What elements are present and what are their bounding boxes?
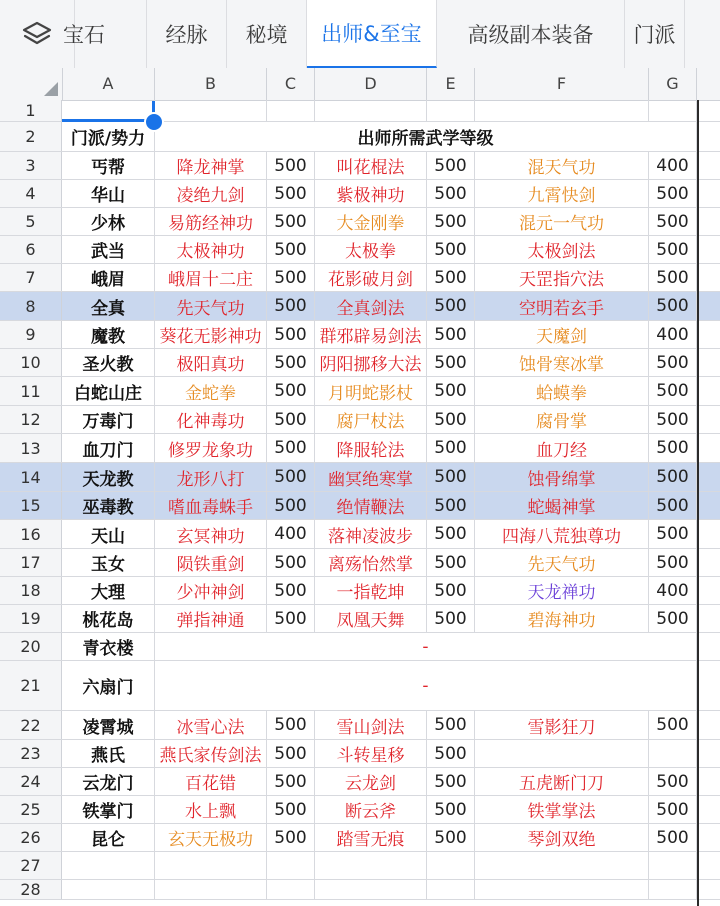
skill-cell[interactable]: 蚀骨绵掌	[475, 463, 649, 491]
selection-outline	[62, 119, 154, 122]
level-cell[interactable]	[649, 740, 697, 767]
table-row	[0, 463, 720, 492]
skill-cell[interactable]: 混元一气功	[475, 208, 649, 235]
level-cell[interactable]: 500	[427, 605, 475, 632]
level-cell[interactable]: 500	[649, 549, 697, 576]
level-cell[interactable]: 500	[267, 152, 315, 179]
empty-cell[interactable]	[475, 852, 649, 879]
level-cell[interactable]: 500	[649, 796, 697, 823]
skill-cell[interactable]: 琴剑双绝	[475, 824, 649, 851]
level-cell[interactable]: 500	[427, 236, 475, 263]
level-cell[interactable]: 500	[427, 549, 475, 576]
empty-cell[interactable]	[62, 852, 155, 879]
level-cell[interactable]: 400	[649, 321, 697, 348]
skill-cell[interactable]: 全真剑法	[315, 292, 427, 320]
level-cell[interactable]: 500	[649, 406, 697, 433]
table-row	[0, 520, 720, 549]
level-cell[interactable]: 500	[427, 180, 475, 207]
faction-cell[interactable]: 燕氏	[62, 740, 155, 767]
skill-cell[interactable]: 百花错	[155, 768, 267, 795]
row-number[interactable]: 6	[0, 236, 62, 263]
row-number[interactable]: 8	[0, 292, 62, 320]
row-number[interactable]: 26	[0, 824, 62, 851]
faction-cell[interactable]: 天山	[62, 520, 155, 548]
skill-cell[interactable]: 少冲神剑	[155, 577, 267, 604]
skill-cell[interactable]: 四海八荒独尊功	[475, 520, 649, 548]
level-cell[interactable]: 500	[267, 796, 315, 823]
table-row	[0, 349, 720, 377]
level-cell[interactable]: 500	[649, 292, 697, 320]
faction-cell[interactable]: 青衣楼	[62, 633, 155, 660]
level-cell[interactable]: 500	[649, 434, 697, 462]
skill-cell[interactable]: 嗜血毒蛛手	[155, 492, 267, 519]
row-number[interactable]: 15	[0, 492, 62, 519]
level-cell[interactable]: 500	[427, 492, 475, 519]
skill-cell[interactable]: 易筋经神功	[155, 208, 267, 235]
table-row	[0, 236, 720, 264]
level-cell[interactable]: 500	[427, 292, 475, 320]
level-cell[interactable]: 500	[267, 349, 315, 376]
level-cell[interactable]: 500	[267, 264, 315, 291]
row-number[interactable]: 2	[0, 122, 62, 151]
level-cell[interactable]: 500	[267, 321, 315, 348]
row-number[interactable]: 14	[0, 463, 62, 491]
row-number[interactable]: 1	[0, 100, 62, 121]
level-cell[interactable]: 500	[267, 605, 315, 632]
empty-cell[interactable]	[267, 880, 315, 899]
table-row	[0, 577, 720, 605]
column-header[interactable]: C	[267, 68, 315, 100]
skill-cell[interactable]: 太极拳	[315, 236, 427, 263]
column-header[interactable]: E	[427, 68, 475, 100]
empty-cell[interactable]	[315, 880, 427, 899]
level-cell[interactable]: 500	[427, 321, 475, 348]
faction-cell[interactable]: 云龙门	[62, 768, 155, 795]
sheet-tab[interactable]: 宝石	[75, 0, 147, 68]
level-cell[interactable]: 500	[649, 605, 697, 632]
skill-cell[interactable]: 太极神功	[155, 236, 267, 263]
table-row	[0, 180, 720, 208]
empty-cell[interactable]	[649, 880, 697, 899]
faction-cell[interactable]: 玉女	[62, 549, 155, 576]
empty-cell[interactable]	[649, 852, 697, 879]
level-cell[interactable]: 500	[427, 406, 475, 433]
row-number[interactable]: 20	[0, 633, 62, 660]
skill-cell[interactable]: 碧海神功	[475, 605, 649, 632]
level-cell[interactable]: 500	[267, 180, 315, 207]
level-cell[interactable]: 500	[267, 740, 315, 767]
skill-cell[interactable]: 斗转星移	[315, 740, 427, 767]
row-number[interactable]: 16	[0, 520, 62, 548]
row-number[interactable]: 25	[0, 796, 62, 823]
level-cell[interactable]: 500	[649, 520, 697, 548]
table-row	[0, 711, 720, 740]
level-cell[interactable]: 500	[267, 406, 315, 433]
level-cell[interactable]: 500	[267, 768, 315, 795]
skill-cell[interactable]: 陨铁重剑	[155, 549, 267, 576]
skill-cell[interactable]: 混天气功	[475, 152, 649, 179]
level-cell[interactable]: 500	[427, 711, 475, 739]
skill-cell[interactable]: 九霄快剑	[475, 180, 649, 207]
table-row	[0, 549, 720, 577]
faction-cell[interactable]: 少林	[62, 208, 155, 235]
skill-cell[interactable]: 冰雪心法	[155, 711, 267, 739]
level-cell[interactable]: 500	[427, 208, 475, 235]
level-cell[interactable]: 500	[267, 208, 315, 235]
skill-cell[interactable]: 玄天无极功	[155, 824, 267, 851]
level-cell[interactable]: 500	[267, 434, 315, 462]
faction-cell[interactable]: 桃花岛	[62, 605, 155, 632]
table-row	[0, 321, 720, 349]
level-cell[interactable]: 500	[267, 577, 315, 604]
skill-cell[interactable]: 血刀经	[475, 434, 649, 462]
faction-cell[interactable]: 白蛇山庄	[62, 377, 155, 405]
table-row	[0, 824, 720, 852]
skill-cell[interactable]: 天魔剑	[475, 321, 649, 348]
level-cell[interactable]: 500	[649, 349, 697, 376]
frozen-divider	[697, 100, 699, 906]
level-cell[interactable]: 500	[427, 768, 475, 795]
empty-cell[interactable]	[315, 100, 427, 121]
empty-cell[interactable]	[427, 100, 475, 121]
skill-cell[interactable]: 铁掌掌法	[475, 796, 649, 823]
skill-cell[interactable]: 一指乾坤	[315, 577, 427, 604]
level-cell[interactable]: 500	[267, 549, 315, 576]
column-header-bar	[0, 68, 720, 101]
faction-cell[interactable]: 峨眉	[62, 264, 155, 291]
level-cell[interactable]: 500	[649, 377, 697, 405]
level-cell[interactable]: 500	[427, 520, 475, 548]
table-row	[0, 492, 720, 520]
sheet-tab-bar	[0, 0, 720, 69]
skill-cell[interactable]: 天罡指穴法	[475, 264, 649, 291]
skill-cell[interactable]: 金蛇拳	[155, 377, 267, 405]
skill-cell[interactable]: 玄冥神功	[155, 520, 267, 548]
skill-cell[interactable]: 离殇怡然掌	[315, 549, 427, 576]
faction-cell[interactable]: 铁掌门	[62, 796, 155, 823]
skill-cell[interactable]: 蛤蟆拳	[475, 377, 649, 405]
level-cell[interactable]: 500	[649, 463, 697, 491]
skill-cell[interactable]: 化神毒功	[155, 406, 267, 433]
layers-icon	[21, 19, 53, 49]
skill-cell[interactable]: 凌绝九剑	[155, 180, 267, 207]
merged-header-cell[interactable]: 出师所需武学等级	[155, 122, 697, 151]
skill-cell[interactable]: 雪影狂刀	[475, 711, 649, 739]
table-row	[0, 264, 720, 292]
level-cell[interactable]: 400	[267, 520, 315, 548]
level-cell[interactable]: 500	[267, 492, 315, 519]
table-row	[0, 796, 720, 824]
column-header[interactable]: F	[475, 68, 649, 100]
skill-cell[interactable]: 龙形八打	[155, 463, 267, 491]
skill-cell[interactable]: 月明蛇影杖	[315, 377, 427, 405]
level-cell[interactable]: 500	[427, 349, 475, 376]
skill-cell[interactable]: 先天气功	[475, 549, 649, 576]
empty-cell[interactable]	[475, 100, 649, 121]
faction-cell[interactable]: 巫毒教	[62, 492, 155, 519]
table-row	[0, 292, 720, 321]
skill-cell[interactable]: 修罗龙象功	[155, 434, 267, 462]
skill-cell[interactable]: 腐尸杖法	[315, 406, 427, 433]
skill-cell[interactable]: 空明若玄手	[475, 292, 649, 320]
column-header[interactable]: D	[315, 68, 427, 100]
empty-cell[interactable]	[427, 880, 475, 899]
faction-cell[interactable]: 凌霄城	[62, 711, 155, 739]
skill-cell[interactable]: 大金刚拳	[315, 208, 427, 235]
level-cell[interactable]: 500	[649, 208, 697, 235]
skill-cell[interactable]: 五虎断门刀	[475, 768, 649, 795]
level-cell[interactable]: 500	[649, 492, 697, 519]
skill-cell[interactable]: 降服轮法	[315, 434, 427, 462]
sheet-tab[interactable]: 经脉	[147, 0, 227, 68]
faction-cell[interactable]: 武当	[62, 236, 155, 263]
level-cell[interactable]: 500	[649, 711, 697, 739]
faction-cell[interactable]: 万毒门	[62, 406, 155, 433]
row-number[interactable]: 21	[0, 661, 62, 710]
faction-cell[interactable]: 昆仑	[62, 824, 155, 851]
table-row	[0, 434, 720, 463]
level-cell[interactable]: 500	[427, 434, 475, 462]
level-cell[interactable]: 500	[649, 768, 697, 795]
skill-cell[interactable]: 蚀骨寒冰掌	[475, 349, 649, 376]
skill-cell[interactable]: 蛇蝎神掌	[475, 492, 649, 519]
level-cell[interactable]: 500	[427, 577, 475, 604]
level-cell[interactable]: 500	[649, 180, 697, 207]
empty-cell[interactable]	[427, 852, 475, 879]
table-row	[0, 880, 720, 900]
faction-cell[interactable]: 丐帮	[62, 152, 155, 179]
skill-cell[interactable]: 断云斧	[315, 796, 427, 823]
skill-cell[interactable]: 阴阳挪移大法	[315, 349, 427, 376]
table-row	[0, 605, 720, 633]
empty-cell[interactable]	[62, 880, 155, 899]
row-number[interactable]: 9	[0, 321, 62, 348]
row-number[interactable]: 24	[0, 768, 62, 795]
empty-cell[interactable]	[155, 852, 267, 879]
skill-cell[interactable]: 群邪辟易剑法	[315, 321, 427, 348]
skill-cell[interactable]: 踏雪无痕	[315, 824, 427, 851]
faction-cell[interactable]: 血刀门	[62, 434, 155, 462]
level-cell[interactable]: 500	[427, 152, 475, 179]
skill-cell[interactable]: 凤凰天舞	[315, 605, 427, 632]
empty-cell[interactable]	[267, 852, 315, 879]
skill-cell[interactable]: 峨眉十二庄	[155, 264, 267, 291]
table-row	[0, 768, 720, 796]
row-number[interactable]: 7	[0, 264, 62, 291]
level-cell[interactable]: 500	[267, 377, 315, 405]
skill-cell[interactable]: 降龙神掌	[155, 152, 267, 179]
faction-cell[interactable]: 大理	[62, 577, 155, 604]
level-cell[interactable]: 500	[427, 377, 475, 405]
skill-cell[interactable]: 水上飘	[155, 796, 267, 823]
skill-cell[interactable]: 先天气功	[155, 292, 267, 320]
skill-cell[interactable]: 花影破月剑	[315, 264, 427, 291]
row-number[interactable]: 12	[0, 406, 62, 433]
faction-cell[interactable]: 天龙教	[62, 463, 155, 491]
empty-cell[interactable]	[475, 880, 649, 899]
level-cell[interactable]: 500	[427, 740, 475, 767]
skill-cell[interactable]: 太极剑法	[475, 236, 649, 263]
skill-cell[interactable]: 幽冥绝寒掌	[315, 463, 427, 491]
faction-cell[interactable]: 华山	[62, 180, 155, 207]
merged-cell[interactable]: -	[155, 661, 697, 710]
table-row	[0, 377, 720, 406]
merged-cell[interactable]: -	[155, 633, 697, 660]
table-row	[0, 208, 720, 236]
skill-cell[interactable]: 绝情鞭法	[315, 492, 427, 519]
row-number[interactable]: 19	[0, 605, 62, 632]
sheet-tab[interactable]: 秘境	[227, 0, 307, 68]
selection-handle[interactable]	[144, 112, 164, 132]
table-row	[0, 152, 720, 180]
table-row	[0, 406, 720, 434]
level-cell[interactable]: 500	[267, 236, 315, 263]
level-cell[interactable]: 400	[649, 577, 697, 604]
empty-cell[interactable]	[267, 100, 315, 121]
empty-cell[interactable]	[62, 100, 155, 121]
faction-cell[interactable]: 门派/势力	[62, 122, 155, 151]
faction-cell[interactable]: 六扇门	[62, 661, 155, 710]
row-number[interactable]: 28	[0, 880, 62, 899]
level-cell[interactable]: 400	[649, 152, 697, 179]
level-cell[interactable]: 500	[649, 824, 697, 851]
row-number[interactable]: 11	[0, 377, 62, 405]
table-row	[0, 740, 720, 768]
table-row	[0, 122, 720, 152]
table-row	[0, 633, 720, 661]
faction-cell[interactable]: 全真	[62, 292, 155, 320]
empty-cell[interactable]	[155, 880, 267, 899]
skill-cell[interactable]: 腐骨掌	[475, 406, 649, 433]
column-header[interactable]: A	[62, 68, 155, 100]
sheet-tab[interactable]: 出师&至宝	[307, 0, 437, 68]
column-header[interactable]: B	[155, 68, 267, 100]
sheet-tab[interactable]: 高级副本装备	[437, 0, 625, 68]
row-number[interactable]: 10	[0, 349, 62, 376]
row-number[interactable]: 13	[0, 434, 62, 462]
table-row	[0, 852, 720, 880]
level-cell[interactable]: 500	[427, 796, 475, 823]
level-cell[interactable]: 500	[649, 264, 697, 291]
empty-cell[interactable]	[155, 100, 267, 121]
faction-cell[interactable]: 魔教	[62, 321, 155, 348]
column-header[interactable]: G	[649, 68, 697, 100]
row-number[interactable]: 4	[0, 180, 62, 207]
skill-cell[interactable]: 落神凌波步	[315, 520, 427, 548]
level-cell[interactable]: 500	[427, 264, 475, 291]
skill-cell[interactable]: 天龙禅功	[475, 577, 649, 604]
level-cell[interactable]: 500	[267, 463, 315, 491]
skill-cell[interactable]: 弹指神通	[155, 605, 267, 632]
skill-cell[interactable]	[475, 740, 649, 767]
sheet-tab[interactable]: 门派	[625, 0, 685, 68]
skill-cell[interactable]: 燕氏家传剑法	[155, 740, 267, 767]
row-number[interactable]: 22	[0, 711, 62, 739]
row-number[interactable]: 17	[0, 549, 62, 576]
empty-cell[interactable]	[315, 852, 427, 879]
skill-cell[interactable]: 叫花棍法	[315, 152, 427, 179]
row-number[interactable]: 23	[0, 740, 62, 767]
level-cell[interactable]: 500	[267, 292, 315, 320]
skill-cell[interactable]: 葵花无影神功	[155, 321, 267, 348]
row-number[interactable]: 3	[0, 152, 62, 179]
level-cell[interactable]: 500	[427, 463, 475, 491]
empty-cell[interactable]	[649, 100, 697, 121]
skill-cell[interactable]: 紫极神功	[315, 180, 427, 207]
skill-cell[interactable]: 雪山剑法	[315, 711, 427, 739]
table-row	[0, 661, 720, 711]
row-number[interactable]: 5	[0, 208, 62, 235]
faction-cell[interactable]: 圣火教	[62, 349, 155, 376]
skill-cell[interactable]: 云龙剑	[315, 768, 427, 795]
row-number[interactable]: 27	[0, 852, 62, 879]
select-all-corner[interactable]	[0, 68, 63, 100]
level-cell[interactable]: 500	[267, 824, 315, 851]
row-number[interactable]: 18	[0, 577, 62, 604]
skill-cell[interactable]: 极阳真功	[155, 349, 267, 376]
level-cell[interactable]: 500	[649, 236, 697, 263]
level-cell[interactable]: 500	[427, 824, 475, 851]
level-cell[interactable]: 500	[267, 711, 315, 739]
